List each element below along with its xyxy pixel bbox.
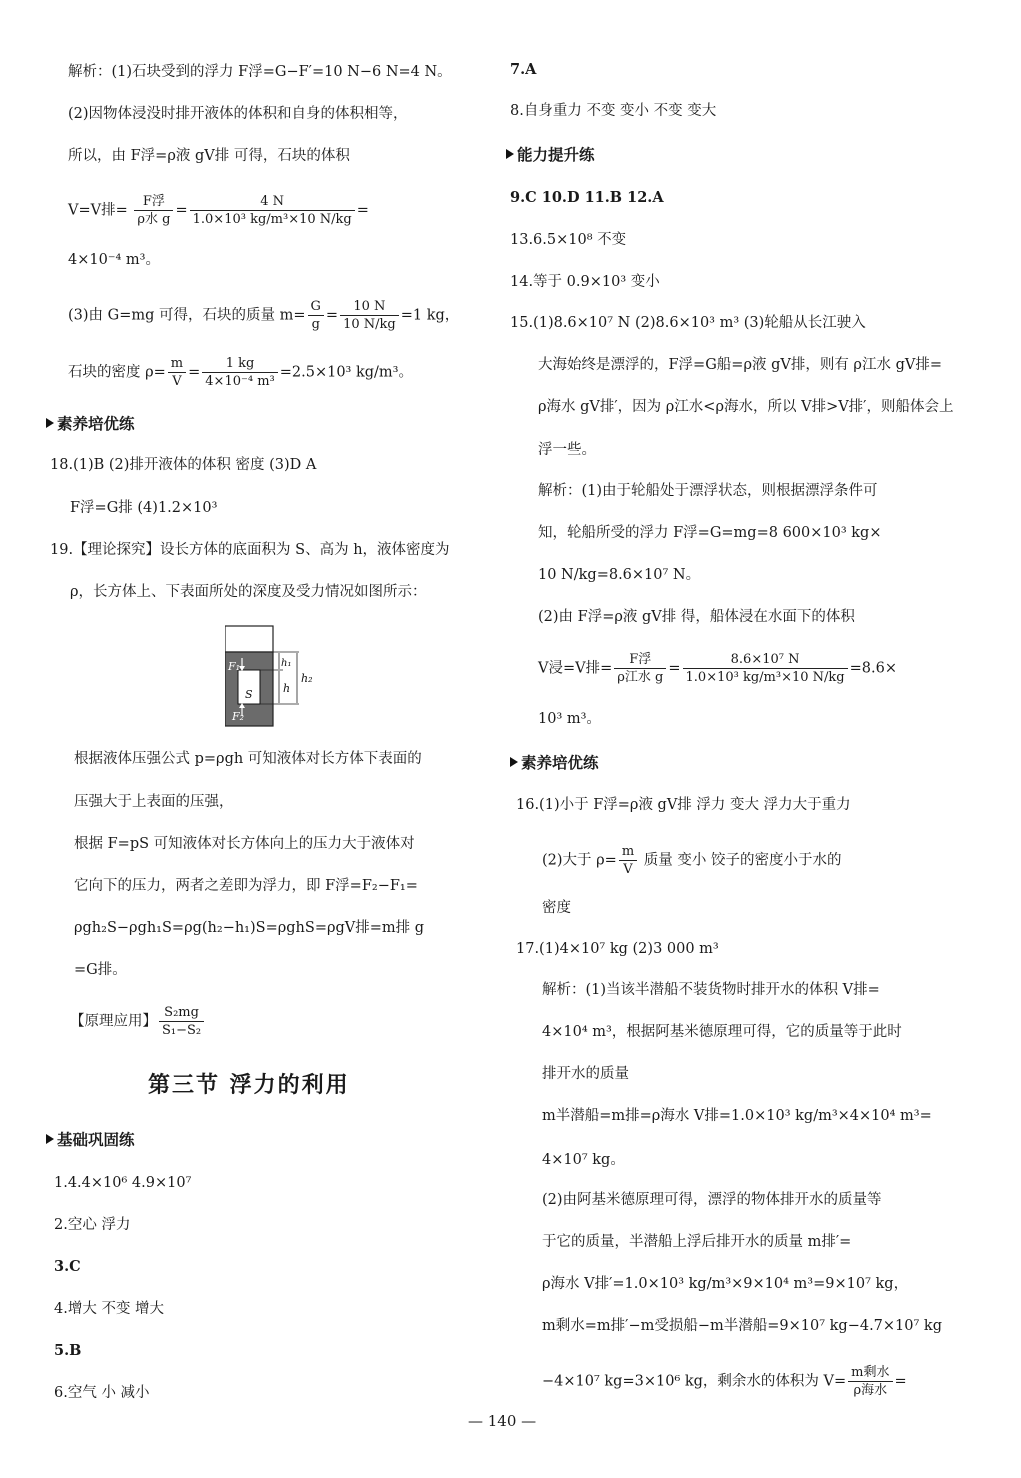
fraction: $\frac{\text{8.6×10⁷ N}}{\text{1.0×10³ kg/m³×10 N/kg}}$	[683, 651, 848, 686]
text-line: 它向下的压力，两者之差即为浮力，即 F浮=F₂−F₁=	[74, 878, 418, 894]
answer-line: 浮一些。	[538, 442, 596, 458]
text-line: =G排。	[74, 962, 127, 978]
formula-line: −4×10⁷ kg=3×10⁶ kg，剩余水的体积为 V= $\frac{\text{m剩水}}{\text{ρ海水}}$ =	[542, 1365, 907, 1398]
answer-line: F浮=G排 (4)1.2×10³	[70, 500, 218, 516]
fraction: $\frac{4 N}{\text{1.0×10³ kg/m³×10 N/kg}}$	[190, 193, 355, 228]
fraction: $\frac{\text{F浮}}{\text{ρ江水 g}}$	[614, 651, 666, 686]
analysis-line: (2)由阿基米德原理可得，漂浮的物体排开水的质量等	[542, 1192, 882, 1208]
analysis-line: 解析：(1)当该半潜船不装货物时排开水的体积 V排=	[542, 982, 880, 998]
analysis-line: 10 N/kg=8.6×10⁷ N。	[538, 567, 701, 583]
formula-line: (2)大于 ρ= $\frac{m}{V}$ 质量 变小 饺子的密度小于水的	[542, 844, 842, 877]
formula-line: V=V排= $\frac{\text{F浮}}{\text{ρ水 g}}$ = $\frac{4 N}{\text{1.0×10³ kg/m³×10 N/kg}}$ =	[68, 194, 369, 227]
formula-line: 石块的密度 ρ= $\frac{m}{V}$ = $\frac{1 kg}{\text{4×10⁻⁴ m³}}$ =2.5×10³ kg/m³。	[68, 356, 413, 389]
fraction: $\frac{m}{V}$	[168, 355, 186, 390]
analysis-line: (2)由 F浮=ρ液 gV排 得，船体浸在水面下的体积	[538, 609, 855, 625]
answer-line: 密度	[542, 900, 571, 916]
formula-line: 【原理应用】 $\frac{\text{S₂mg}}{\text{S₁−S₂}}$	[70, 1004, 206, 1039]
formula-line: V浸=V排= $\frac{\text{F浮}}{\text{ρ江水 g}}$ = $\frac{\text{8.6×10⁷ N}}{\text{1.0×10³ kg/m³×10 N/kg}}$ =8.6×	[538, 652, 897, 685]
answer-line: 16.(1)小于 F浮=ρ液 gV排 浮力 变大 浮力大于重力	[516, 797, 851, 813]
section-heading: 素养培优练	[46, 414, 135, 434]
answer-line: 7.A	[510, 61, 537, 78]
label-S: S	[245, 688, 253, 701]
text-line: ρgh₂S−ρgh₁S=ρg(h₂−h₁)S=ρghS=ρgV排=m排 g	[74, 920, 425, 936]
analysis-line: 4×10⁷ kg。	[542, 1152, 625, 1168]
answer-line: 19.【理论探究】设长方体的底面积为 S、高为 h，液体密度为	[50, 542, 450, 558]
section-heading: 素养培优练	[510, 753, 599, 773]
answer-line: 18.(1)B (2)排开液体的体积 密度 (3)D A	[50, 457, 317, 473]
analysis-line: (2)因物体浸没时排开液体的体积和自身的体积相等，	[68, 106, 408, 122]
container-air	[225, 626, 273, 652]
fraction: $\frac{m}{V}$	[619, 843, 637, 878]
analysis-line: ρ海水 V排′=1.0×10³ kg/m³×9×10⁴ m³=9×10⁷ kg，	[542, 1276, 909, 1292]
text-line: 压强大于上表面的压强，	[74, 794, 234, 810]
analysis-line: 4×10⁻⁴ m³。	[68, 252, 160, 268]
analysis-line: 10³ m³。	[538, 711, 601, 727]
analysis-line: 排开水的质量	[542, 1066, 629, 1082]
fraction: $\frac{\text{m剩水}}{\text{ρ海水}}$	[848, 1364, 892, 1399]
analysis-line: 解析：(1)由于轮船处于漂浮状态，则根据漂浮条件可	[538, 483, 878, 499]
analysis-line: m半潜船=m排=ρ海水 V排=1.0×10³ kg/m³×4×10⁴ m³=	[542, 1108, 932, 1124]
fraction: $\frac{10 N}{10 N/kg}$	[340, 298, 399, 333]
answer-line: 14.等于 0.9×10³ 变小	[510, 274, 660, 290]
answer-line: 15.(1)8.6×10⁷ N (2)8.6×10³ m³ (3)轮船从长江驶入	[510, 315, 866, 331]
answer-line: 8.自身重力 不变 变小 不变 变大	[510, 103, 717, 119]
answer-line: 17.(1)4×10⁷ kg (2)3 000 m³	[516, 941, 719, 957]
section-heading: 能力提升练	[506, 145, 595, 165]
label-h1: h₁	[281, 658, 292, 669]
answer-line: 13.6.5×10⁸ 不变	[510, 232, 627, 248]
analysis-line: 知，轮船所受的浮力 F浮=G=mg=8 600×10³ kg×	[538, 525, 882, 541]
answer-line: 1.4.4×10⁶ 4.9×10⁷	[54, 1175, 192, 1191]
answer-line: 2.空心 浮力	[54, 1217, 131, 1233]
answer-line: 6.空气 小 减小	[54, 1385, 150, 1401]
section-heading: 基础巩固练	[46, 1130, 135, 1150]
answer-line: 3.C	[54, 1258, 81, 1275]
fraction: $\frac{\text{F浮}}{\text{ρ水 g}}$	[134, 193, 173, 228]
label-h: h	[283, 682, 291, 695]
answer-line: 9.C 10.D 11.B 12.A	[510, 189, 664, 206]
analysis-line: 所以，由 F浮=ρ液 gV排 可得，石块的体积	[68, 148, 350, 164]
label-F2: F₂	[232, 710, 245, 723]
text-line: 根据 F=pS 可知液体对长方体向上的压力大于液体对	[74, 836, 415, 852]
analysis-line: m剩水=m排′−m受损船−m半潜船=9×10⁷ kg−4.7×10⁷ kg	[542, 1318, 943, 1334]
answer-line: 4.增大 不变 增大	[54, 1301, 165, 1317]
analysis-line: 于它的质量，半潜船上浮后排开水的质量 m排′=	[542, 1234, 852, 1250]
cuboid-diagram	[225, 624, 335, 728]
text-line: 根据液体压强公式 p=ρgh 可知液体对长方体下表面的	[74, 751, 422, 767]
fraction: $\frac{1 kg}{\text{4×10⁻⁴ m³}}$	[202, 355, 277, 390]
analysis-line: 解析：(1)石块受到的浮力 F浮=G−F′=10 N−6 N=4 N。	[68, 64, 452, 80]
label-F1: F₁	[228, 660, 241, 673]
answer-line: ρ海水 gV排′，因为 ρ江水<ρ海水，所以 V排>V排′，则船体会上	[538, 399, 954, 415]
fraction: $\frac{G}{g}$	[308, 298, 324, 333]
answer-line: 5.B	[54, 1342, 82, 1359]
section-title: 第三节 浮力的利用	[148, 1072, 350, 1098]
label-h2: h₂	[301, 672, 313, 685]
fraction: $\frac{\text{S₂mg}}{\text{S₁−S₂}}$	[159, 1004, 204, 1039]
analysis-line: 4×10⁴ m³，根据阿基米德原理可得，它的质量等于此时	[542, 1024, 902, 1040]
answer-line: ρ，长方体上、下表面所处的深度及受力情况如图所示：	[70, 584, 427, 600]
answer-line: 大海始终是漂浮的，F浮=G船=ρ液 gV排，则有 ρ江水 gV排=	[538, 357, 942, 373]
formula-line: (3)由 G=mg 可得，石块的质量 m= $\frac{G}{g}$ = $\frac{10 N}{10 N/kg}$ =1 kg，	[68, 299, 460, 332]
page-number: — 140 —	[468, 1412, 537, 1430]
